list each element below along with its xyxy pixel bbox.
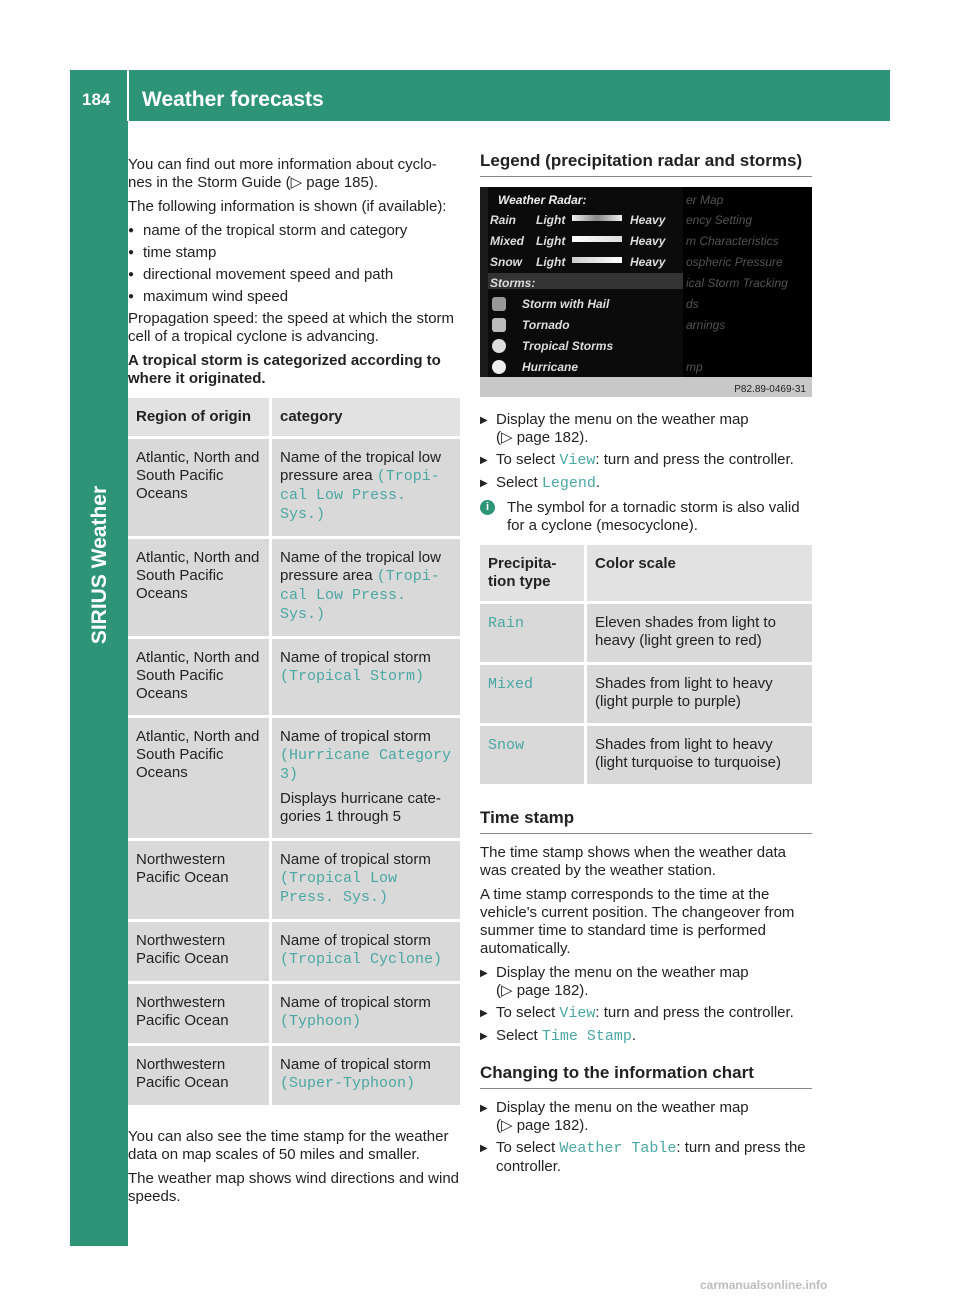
radar-row-snow [490,253,522,273]
step-item: ▶ Display the menu on the weather map (▷ page 182). [480,964,812,1000]
info-chart-heading: Changing to the information chart [480,1064,812,1089]
mixed-gradient-bar [572,236,622,242]
page-ref-arrow-icon: ▷ [501,982,513,999]
page-title: Weather forecasts [142,88,324,111]
step-text: . [595,474,601,491]
category-code: (Super-Typhoon) [280,1075,416,1092]
intro-text: You can find out more information about cyclo- [128,156,437,173]
region-cell: Atlantic, North and South Pacific Oceans [128,717,271,840]
wind-text: The weather map shows wind directions and wind speeds. [128,1170,460,1205]
info-icon: i [480,500,495,515]
map-menu-item: arnings [686,318,726,332]
map-menu-item: er Map [686,193,724,207]
storm-item: Storm with Hail [522,297,610,311]
table-header: Region of origin [128,398,271,438]
radar-row-mixed [490,232,524,252]
intro-text: nes in the Storm Guide ( [128,174,291,191]
storm-item: Hurricane [522,360,579,374]
tornado-icon [492,318,506,332]
category-code: (Tropical Storm) [280,668,425,685]
rain-gradient-bar [572,215,622,221]
list-item: ● name of the tropical storm and category [128,222,460,240]
precip-type-cell [480,725,586,786]
step-item [480,474,812,493]
category-text: Name of the tropical low pressure area [280,449,441,484]
table-row [480,664,812,725]
page-ref-link[interactable]: page 185). [306,174,379,191]
category-text: Name of tropical storm [280,851,431,868]
region-cell: Northwestern Pacific Ocean [128,1045,271,1107]
storm-with-hail-icon [492,297,506,311]
side-tab-marker [70,1246,128,1296]
intro-shown: The following information is shown (if available): [128,198,447,215]
table-row [128,638,460,717]
table-row [128,983,460,1045]
categorized-text: A tropical storm is categorized according to where it originated. [128,352,441,387]
color-scale-cell: Shades from light to heavy (light purple to purple) [586,664,813,725]
region-cell: Northwestern Pacific Ocean [128,983,271,1045]
table-row [128,538,460,638]
step-text: : turn and press the controller. [595,451,794,468]
list-item: ● maximum wind speed [128,288,460,306]
table-row [128,438,460,538]
region-cell: Atlantic, North and South Pacific Oceans [128,638,271,717]
side-tab-label: SIRIUS Weather [88,485,111,645]
category-note: Displays hurricane cate- gories 1 through 5 [280,790,441,825]
category-text: Name of the tropical low pressure area [280,549,441,584]
step-text: : turn and press the controller. [496,1139,806,1175]
category-text: Name of tropical storm [280,932,431,949]
step-text: To select [496,1139,560,1156]
category-cell [271,638,461,717]
category-cell [271,438,461,538]
storm-category-table [128,398,460,1108]
category-text: Name of tropical storm [280,994,431,1011]
category-code: (Tropical Cyclone) [280,951,443,968]
table-header: Precipita- tion type [480,545,586,603]
timestamp-steps [480,964,812,1046]
precip-code: Snow [488,737,525,754]
tropical-storm-icon [492,339,506,353]
info-bullet-list [128,222,460,306]
propagation-text: Propagation speed: the speed at which the storm cell of a tropical cyclone is advancing. [128,310,455,345]
table-header: category [271,398,461,438]
table-header-row [480,545,812,603]
watermark: carmanualsonline.info [700,1278,828,1292]
category-text: Name of tropical storm [280,649,431,666]
radar-row-rain [490,211,516,231]
menu-code-time-stamp: Time Stamp [541,1028,632,1045]
header-divider [127,70,129,121]
left-column [128,156,460,1212]
table-row [128,840,460,921]
step-item [480,1139,812,1176]
hurricane-icon [492,360,506,374]
map-menu-item: ds [686,297,699,311]
category-cell [271,983,461,1045]
precip-code: Mixed [488,676,534,693]
region-cell: Northwestern Pacific Ocean [128,840,271,921]
right-column [480,152,812,1182]
storm-item: Tornado [522,318,570,332]
list-item: ● directional movement speed and path [128,266,460,284]
radar-row-label: Snow [490,255,522,269]
list-item: ● time stamp [128,244,460,262]
info-chart-steps [480,1099,812,1176]
step-text: Display the menu on the weather map [496,964,749,981]
page-ref-arrow-icon: ▷ [501,1117,513,1134]
table-header: Color scale [586,545,813,603]
step-item [480,1027,812,1046]
page-ref-link[interactable]: page 182). [516,1117,589,1134]
radar-light-label: Light [536,213,566,227]
color-scale-cell: Shades from light to heavy (light turquoise to turquoise) [586,725,813,786]
category-cell [271,921,461,983]
map-menu-item: mp [686,360,703,374]
map-menu-item: ospheric Pressure [686,255,783,269]
intro-paragraph [128,156,460,192]
step-item [480,1004,812,1023]
category-cell [271,717,461,840]
category-code: (Tropi‐ cal Low Press. Sys.) [280,568,440,623]
region-cell: Northwestern Pacific Ocean [128,921,271,983]
page-ref-arrow-icon: ▷ [501,429,513,446]
step-text: Select [496,1027,542,1044]
table-row [128,1045,460,1107]
category-code: (Tropi‐ cal Low Press. Sys.) [280,468,440,523]
page-number: 184 [82,90,111,109]
menu-code-view: View [559,452,596,469]
timestamp-scale-text: You can also see the time stamp for the weather data on map scales of 50 miles and smaller. [128,1128,449,1163]
timestamp-paragraph: A time stamp corresponds to the time at the vehicle's current position. The changeover from summer time to standard time is performed automatically. [480,886,795,957]
radar-row-label: Mixed [490,234,525,248]
radar-light-label: Light [536,234,566,248]
menu-code-weather-table: Weather Table [559,1140,677,1157]
step-text: : turn and press the controller. [595,1004,794,1021]
table-row [480,603,812,664]
info-note [480,499,812,535]
region-cell: Atlantic, North and South Pacific Oceans [128,538,271,638]
category-code: (Hurricane Category 3) [280,747,452,783]
storms-label: Storms: [490,276,536,290]
region-cell: Atlantic, North and South Pacific Oceans [128,438,271,538]
table-row [480,725,812,786]
category-cell [271,840,461,921]
weather-radar-screenshot [480,187,812,397]
category-text: Name of tropical storm [280,728,431,745]
legend-heading: Legend (precipitation radar and storms) [480,152,812,177]
map-menu-item: ency Setting [686,213,753,227]
category-code: (Typhoon) [280,1013,362,1030]
menu-code-legend: Legend [541,475,596,492]
step-text: To select [496,451,560,468]
page-ref-link[interactable]: page 182). [516,429,589,446]
precip-code: Rain [488,615,525,632]
radar-heavy-label: Heavy [630,213,666,227]
step-text: Display the menu on the weather map [496,1099,749,1116]
step-item: ▶ Display the menu on the weather map (▷ page 182). [480,1099,812,1135]
side-tab [70,121,128,1246]
radar-row-label: Rain [490,213,517,227]
page-ref-arrow-icon: ▷ [290,174,303,191]
category-text: Name of tropical storm [280,1056,431,1073]
radar-light-label: Light [536,255,566,269]
timestamp-paragraph: The time stamp shows when the weather data was created by the weather station. [480,844,786,879]
category-cell [271,538,461,638]
menu-code-view: View [559,1005,596,1022]
precip-type-cell [480,664,586,725]
category-cell [271,1045,461,1107]
page-ref-link[interactable]: page 182). [516,982,589,999]
map-menu-item: m Characteristics [686,234,779,248]
table-row [128,717,460,840]
step-text: . [631,1027,637,1044]
storm-item: Tropical Storms [522,339,614,353]
legend-steps [480,411,812,493]
table-row [128,921,460,983]
radar-heavy-label: Heavy [630,234,666,248]
info-text: The symbol for a tornadic storm is also valid for a cyclone (mesocyclone). [507,499,800,534]
radar-title: Weather Radar: [498,193,587,207]
radar-heavy-label: Heavy [630,255,666,269]
step-item: ▶ Display the menu on the weather map (▷ page 182). [480,411,812,447]
timestamp-heading: Time stamp [480,809,812,834]
snow-gradient-bar [572,257,622,263]
step-text: Select [496,474,542,491]
precip-type-cell [480,603,586,664]
precipitation-table [480,545,812,787]
step-item [480,451,812,470]
category-code: (Tropical Low Press. Sys.) [280,870,398,906]
step-text: To select [496,1004,560,1021]
color-scale-cell: Eleven shades from light to heavy (light green to red) [586,603,813,664]
map-menu-item: ical Storm Tracking [686,276,788,290]
table-header-row [128,398,460,438]
figure-code: P82.89-0469-31 [734,384,806,395]
step-text: Display the menu on the weather map [496,411,749,428]
